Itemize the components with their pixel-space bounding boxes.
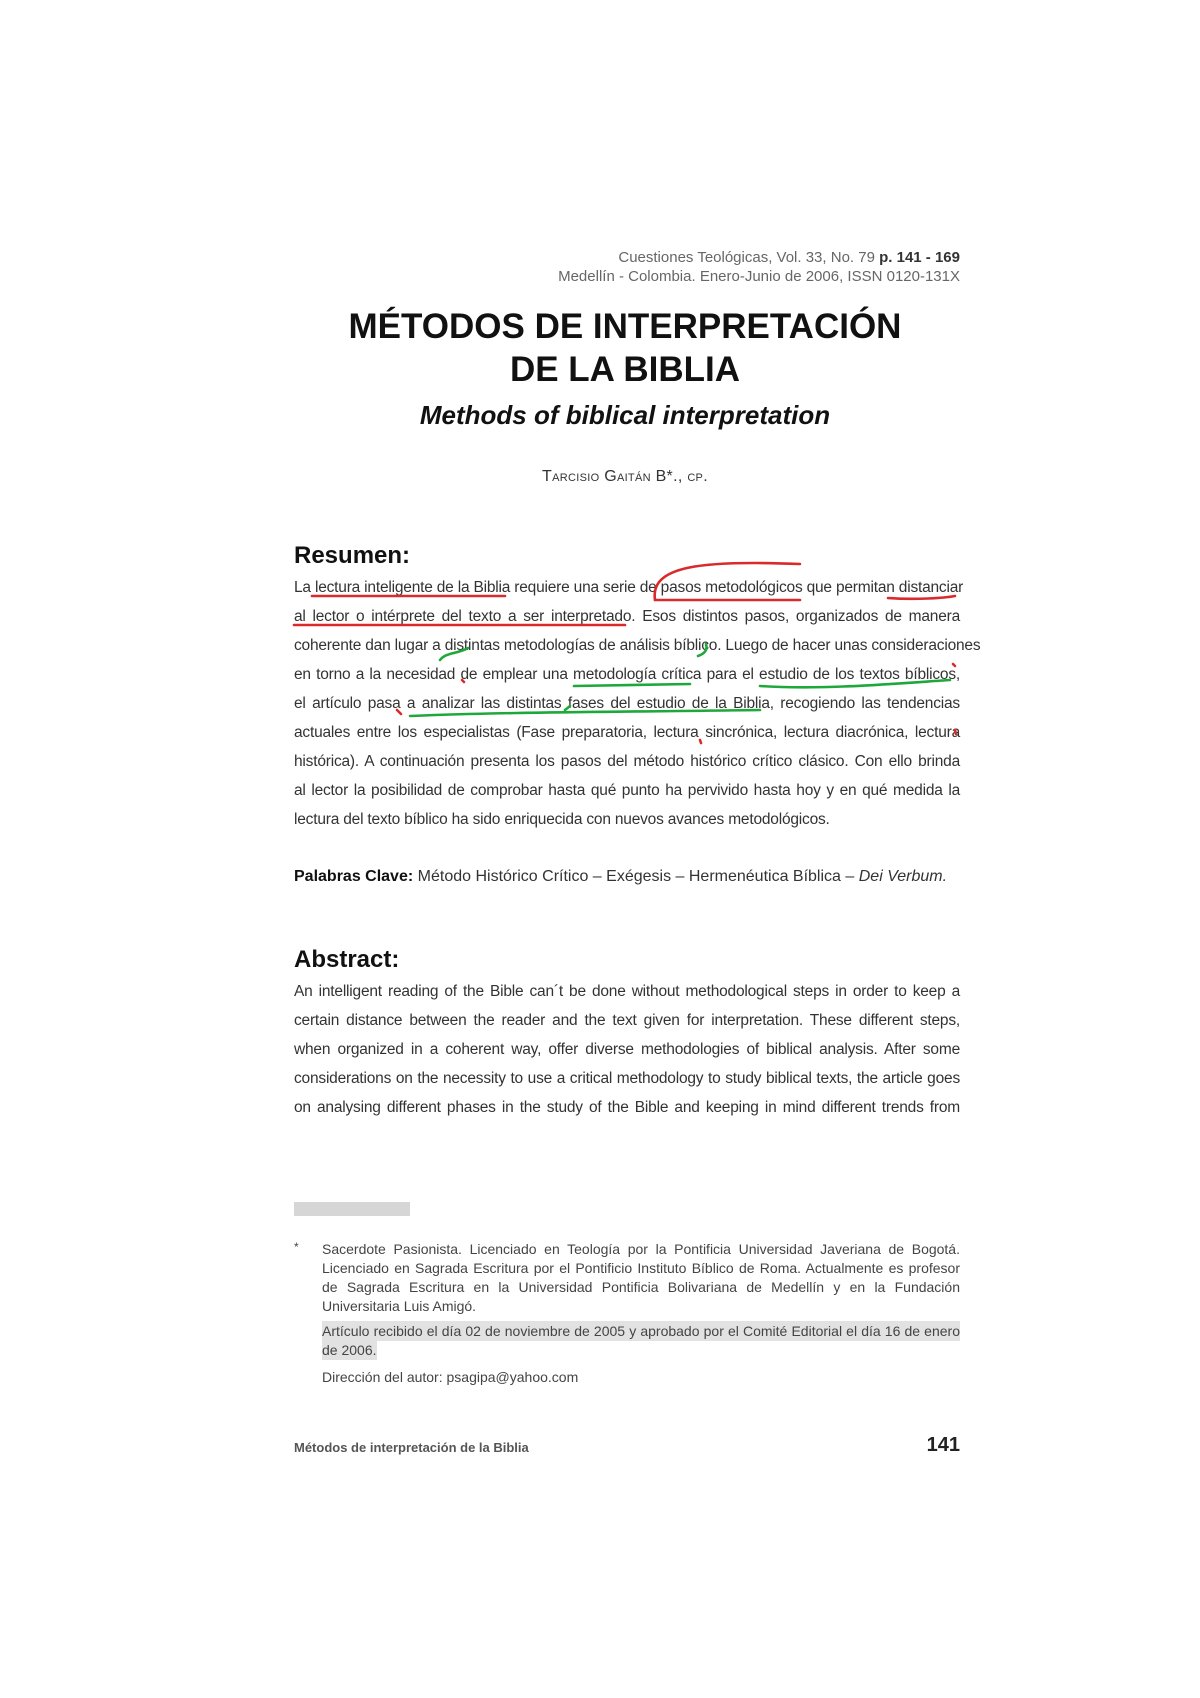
resumen-line: actuales entre los especialistas (Fase preparatoria, lectura sincrónica, lectura diacrónica, lectura — [294, 724, 960, 741]
page-range: p. 141 - 169 — [879, 249, 960, 266]
article-subtitle: Methods of biblical interpretation — [419, 400, 831, 430]
abstract-line: on analysing different phases in the study of the Bible and keeping in mind different trends from — [294, 1099, 960, 1116]
resumen-line: La lectura inteligente de la Biblia requiere una serie de pasos metodológicos que permitan distanciar — [294, 579, 964, 596]
page-number: 141 — [926, 1434, 960, 1456]
footnote-separator — [294, 1202, 410, 1216]
resumen-line: en torno a la necesidad de emplear una metodología crítica para el estudio de los textos bíblicos, — [294, 666, 960, 683]
keywords — [294, 868, 960, 886]
footnote-bio: Sacerdote Pasionista. Licenciado en Teología por la Pontificia Universidad Javeriana de Bogotá. Licenciado en Sagrada Escritura por el Pontificio Instituto Bíblico de Roma. Actualmente es profesor de Sagrada Escritura en la Universidad Pontificia Bolivariana de Medellín y en la Fundación Universitaria Luis Amigó. — [322, 1241, 960, 1314]
footnote-received: Artículo recibido el día 02 de noviembre de 2005 y aprobado por el Comité Editorial el día 16 de enero de 2006. — [322, 1323, 960, 1358]
journal-line-1: Cuestiones Teológicas, Vol. 33, No. 79 p. 141 - 169 — [618, 249, 960, 266]
abstract-body — [294, 977, 960, 1122]
footnote-marker: * — [294, 1240, 299, 1254]
abstract-line: certain distance between the reader and the text given for interpretation. These different steps, — [294, 1012, 960, 1029]
resumen-heading: Resumen: — [294, 542, 411, 569]
journal-citation — [558, 248, 960, 286]
abstract-line: An intelligent reading of the Bible can´t be done without methodological steps in order to keep a — [294, 983, 960, 1000]
resumen-line: el artículo pasa a analizar las distintas fases del estudio de la Biblia, recogiendo las tendencias — [294, 695, 960, 712]
keywords-label: Palabras Clave: — [294, 868, 414, 885]
keywords-text: Método Histórico Crítico – Exégesis – Hermenéutica Bíblica – — [417, 868, 855, 885]
resumen-line: lectura del texto bíblico ha sido enriquecida con nuevos avances metodológicos. — [294, 811, 830, 828]
journal-line-2: Medellín - Colombia. Enero-Junio de 2006, ISSN 0120-131X — [558, 268, 960, 285]
resumen-line: histórica). A continuación presenta los pasos del método histórico crítico clásico. Con ello brinda — [294, 753, 960, 770]
resumen-line: coherente dan lugar a distintas metodologías de análisis bíblico. Luego de hacer unas consideraciones — [294, 637, 981, 654]
abstract-line: when organized in a coherent way, offer diverse methodologies of biblical analysis. After some — [294, 1041, 960, 1058]
abstract-heading: Abstract: — [294, 946, 400, 973]
author-name: Tarcisio Gaitán B*., cp. — [542, 468, 708, 485]
keywords-italic: Dei Verbum. — [858, 868, 948, 885]
footnote-contact: Dirección del autor: psagipa@yahoo.com — [322, 1369, 579, 1385]
running-title: Métodos de interpretación de la Biblia — [294, 1440, 529, 1455]
article-title: MÉTODOS DE INTERPRETACIÓN DE LA BIBLIA — [348, 307, 902, 389]
resumen-line: al lector o intérprete del texto a ser interpretado. Esos distintos pasos, organizados de manera — [294, 608, 960, 625]
resumen-body — [294, 573, 981, 834]
abstract-line: considerations on the necessity to use a critical methodology to study biblical texts, the article goes — [294, 1070, 960, 1087]
resumen-line: al lector la posibilidad de comprobar hasta qué punto ha pervivido hasta hoy y en qué medida la — [294, 782, 960, 799]
